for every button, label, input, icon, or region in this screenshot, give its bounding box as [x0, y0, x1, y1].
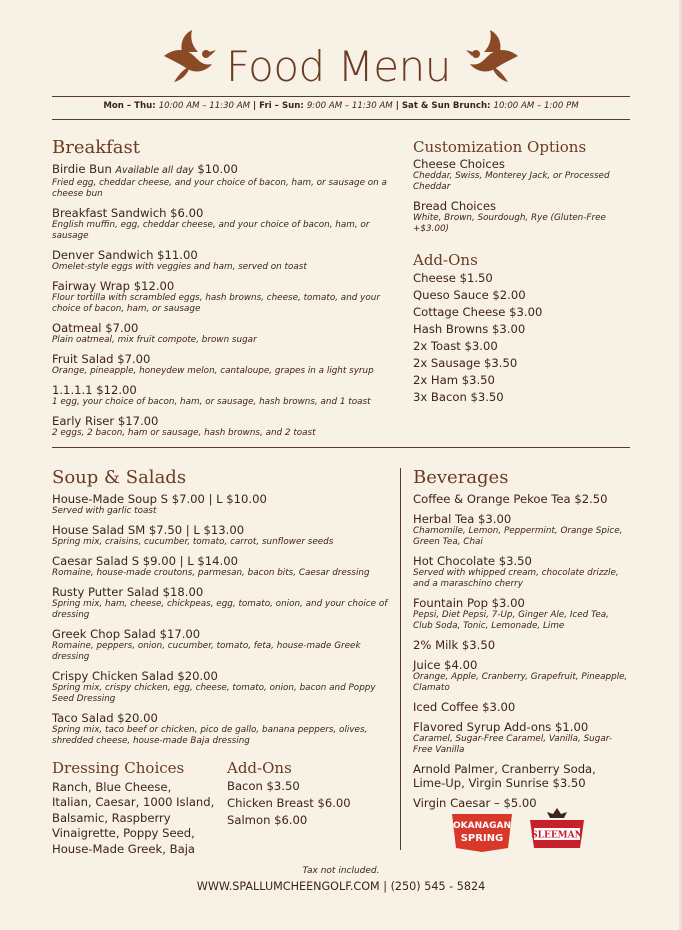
item-name: Breakfast Sandwich $6.00	[52, 206, 204, 220]
item-description: Plain oatmeal, mix fruit compote, brown sugar	[52, 335, 257, 345]
dressing-line: Vinaigrette, Poppy Seed,	[52, 826, 195, 841]
addon-item: Chicken Breast $6.00	[227, 796, 351, 810]
addon-item: Cottage Cheese $3.00	[413, 305, 543, 319]
dressing-line: House-Made Greek, Baja	[52, 841, 196, 856]
item-description: Romaine, peppers, onion, cucumber, tomato, feta, house-made Greek dressing	[52, 641, 361, 662]
soups-title: Soup & Salads	[52, 467, 187, 488]
menu-item	[52, 414, 392, 439]
item-description: Fried egg, cheddar cheese, and your choice of bacon, ham, or sausage on a cheese bun	[52, 178, 387, 199]
addon-item: 2x Toast $3.00	[413, 339, 498, 353]
item-name: Oatmeal $7.00	[52, 321, 139, 335]
item-name: Birdie Bun Available all day $10.00	[52, 162, 238, 176]
item-name: 2% Milk $3.50	[413, 638, 496, 652]
item-name: Fruit Salad $7.00	[52, 352, 151, 366]
item-description: 2 eggs, 2 bacon, ham or sausage, hash browns, and 2 toast	[52, 428, 316, 438]
item-description: Spring mix, taco beef or chicken, pico de gallo, banana peppers, olives, shredded cheese, house-made Baja dressing	[52, 725, 368, 746]
column-divider	[400, 468, 401, 850]
bird-logo-left-icon	[160, 26, 222, 88]
hours-weekend-time: 9:00 AM – 11:30 AM	[306, 101, 393, 111]
item-description: Served with whipped cream, chocolate drizzle, and a maraschino cherry	[413, 568, 619, 589]
sleeman-text: SLEEMAN	[531, 830, 583, 841]
menu-header	[0, 20, 682, 100]
item-description: Orange, pineapple, honeydew melon, cantaloupe, grapes in a light syrup	[52, 366, 374, 376]
menu-item	[52, 711, 392, 747]
okanagan-text: OKANAGAN	[453, 821, 511, 831]
item-description: Chamomile, Lemon, Peppermint, Orange Spice, Green Tea, Chai	[413, 526, 623, 547]
addon-item: Cheese $1.50	[413, 271, 493, 285]
dressing-line: Italian, Caesar, 1000 Island,	[52, 795, 215, 810]
item-name: House-Made Soup S $7.00 | L $10.00	[52, 492, 267, 506]
beverage-item	[413, 512, 631, 548]
beverage-item	[413, 596, 631, 632]
option-name: Cheese Choices	[413, 157, 505, 171]
item-name: Caesar Salad S $9.00 | L $14.00	[52, 554, 238, 568]
beverages-list	[413, 492, 631, 816]
menu-item	[52, 352, 392, 377]
addon-item: 2x Sausage $3.50	[413, 356, 518, 370]
item-name: Flavored Syrup Add-ons $1.00	[413, 720, 589, 734]
beverage-item	[413, 700, 631, 714]
item-name: Crispy Chicken Salad $20.00	[52, 669, 218, 683]
addon-item: Bacon $3.50	[227, 779, 300, 793]
hours-weekday-time: 10:00 AM – 11:30 AM	[158, 101, 251, 111]
item-description: Spring mix, ham, cheese, chickpeas, egg, tomato, onion, and your choice of dressing	[52, 599, 388, 620]
item-description: Pepsi, Diet Pepsi, 7-Up, Ginger Ale, Iced Tea, Club Soda, Tonic, Lemonade, Lime	[413, 610, 609, 631]
menu-item	[52, 669, 392, 705]
item-name: Herbal Tea $3.00	[413, 512, 512, 526]
item-name: Hot Chocolate $3.50	[413, 554, 532, 568]
customization-list	[413, 157, 628, 241]
item-name: Juice $4.00	[413, 658, 478, 672]
addon-item: Salmon $6.00	[227, 813, 308, 827]
item-name: Fairway Wrap $12.00	[52, 279, 175, 293]
option-group	[413, 199, 628, 235]
customization-title: Customization Options	[413, 138, 587, 156]
menu-item	[52, 248, 392, 273]
addon-item: Hash Browns $3.00	[413, 322, 526, 336]
item-description: Orange, Apple, Cranberry, Grapefruit, Pineapple, Clamato	[413, 672, 628, 693]
menu-item	[52, 554, 392, 579]
menu-item	[52, 523, 392, 548]
item-name: Early Riser $17.00	[52, 414, 159, 428]
section-divider	[52, 447, 630, 448]
item-description: Omelet-style eggs with veggies and ham, served on toast	[52, 262, 307, 272]
salad-addons-title: Add-Ons	[227, 759, 292, 777]
salad-addons-list	[227, 778, 392, 829]
header-rule-top	[52, 96, 630, 97]
item-description: Spring mix, crispy chicken, egg, cheese, tomato, onion, bacon and Poppy Seed Dressing	[52, 683, 376, 704]
menu-item	[52, 206, 392, 242]
hours-brunch-label: | Sat & Sun Brunch:	[395, 101, 491, 111]
beverage-item	[413, 492, 631, 506]
item-name: Coffee & Orange Pekoe Tea $2.50	[413, 492, 608, 506]
option-group	[413, 157, 628, 193]
option-name: Bread Choices	[413, 199, 497, 213]
beverages-title: Beverages	[413, 467, 509, 488]
beverage-item	[413, 554, 631, 590]
dressing-line: Ranch, Blue Cheese,	[52, 780, 172, 794]
beverage-item	[413, 796, 631, 810]
breakfast-title: Breakfast	[52, 137, 140, 158]
option-description: Cheddar, Swiss, Monterey Jack, or Processed Cheddar	[413, 171, 610, 192]
item-description: Served with garlic toast	[52, 506, 157, 516]
beverage-item	[413, 720, 631, 756]
hours-weekend-label: | Fri – Sun:	[253, 101, 304, 111]
spring-text: SPRING	[460, 833, 504, 844]
item-name: Fountain Pop $3.00	[413, 596, 525, 610]
item-description: Caramel, Sugar-Free Caramel, Vanilla, Sugar-Free Vanilla	[413, 734, 613, 755]
item-description: 1 egg, your choice of bacon, ham, or sausage, hash browns, and 1 toast	[52, 397, 371, 407]
menu-item	[52, 321, 392, 346]
item-description: Spring mix, craisins, cucumber, tomato, carrot, sunflower seeds	[52, 537, 334, 547]
hours-weekday-label: Mon – Thu:	[103, 101, 156, 111]
option-description: White, Brown, Sourdough, Rye (Gluten-Free +$3.00)	[413, 213, 606, 234]
header-rule-bottom	[52, 119, 630, 120]
breakfast-addons-list	[413, 270, 628, 406]
item-name: Rusty Putter Salad $18.00	[52, 585, 204, 599]
menu-item	[52, 162, 392, 200]
item-name: House Salad SM $7.50 | L $13.00	[52, 523, 245, 537]
tax-note: Tax not included.	[302, 866, 380, 876]
item-name: Virgin Caesar – $5.00	[413, 796, 537, 810]
bird-logo-right-icon	[460, 26, 522, 88]
okanagan-spring-logo	[448, 808, 516, 852]
availability-note: Available all day	[115, 165, 194, 176]
menu-item	[52, 383, 392, 408]
addon-item: Queso Sauce $2.00	[413, 288, 526, 302]
item-description: Flour tortilla with scrambled eggs, hash browns, cheese, tomato, and your choice of bacon, ham, or sausage	[52, 293, 380, 314]
breakfast-addons-title: Add-Ons	[413, 251, 478, 269]
menu-item	[52, 492, 392, 517]
page-title: Food Menu	[226, 42, 451, 91]
menu-item	[52, 279, 392, 315]
breakfast-list	[52, 162, 392, 445]
hours-brunch-time: 10:00 AM – 1:00 PM	[493, 101, 579, 111]
item-name: Iced Coffee $3.00	[413, 700, 516, 714]
dressing-title: Dressing Choices	[52, 759, 185, 777]
menu-item	[52, 627, 392, 663]
hours-line	[0, 101, 682, 111]
item-name: Arnold Palmer, Cranberry Soda, Lime-Up, Virgin Sunrise $3.50	[413, 762, 596, 790]
addon-item: 2x Ham $3.50	[413, 373, 495, 387]
soups-list	[52, 492, 392, 753]
item-description: Romaine, house-made croutons, parmesan, bacon bits, Caesar dressing	[52, 568, 370, 578]
dressing-list	[52, 780, 222, 857]
addon-item: 3x Bacon $3.50	[413, 390, 504, 404]
item-description: English muffin, egg, cheddar cheese, and your choice of bacon, ham, or sausage	[52, 220, 370, 241]
menu-item	[52, 585, 392, 621]
beverage-item	[413, 658, 631, 694]
item-name: Greek Chop Salad $17.00	[52, 627, 201, 641]
item-price: $10.00	[197, 162, 238, 176]
dressing-line: Balsamic, Raspberry	[52, 810, 171, 825]
sleeman-logo	[526, 806, 588, 852]
website-phone[interactable]: WWW.SPALLUMCHEENGOLF.COM | (250) 545 - 5824	[196, 880, 486, 893]
beverage-item	[413, 638, 631, 652]
item-name: Denver Sandwich $11.00	[52, 248, 198, 262]
item-name: 1.1.1.1 $12.00	[52, 383, 137, 397]
beverage-item	[413, 762, 631, 790]
item-name: Taco Salad $20.00	[52, 711, 158, 725]
